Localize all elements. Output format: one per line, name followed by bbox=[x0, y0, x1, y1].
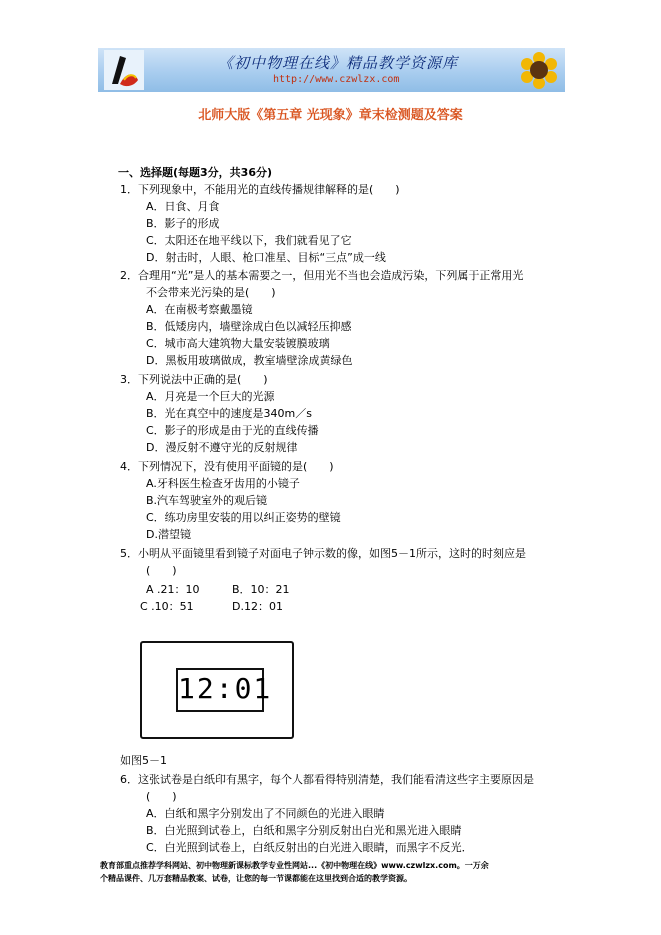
question-5-cont: ( ) bbox=[146, 564, 177, 577]
q6-option-c: C．白光照到试卷上，白纸反射出的白光进入眼睛，而黑字不反光． bbox=[146, 841, 473, 854]
question-5: 5．小明从平面镜里看到镜子对面电子钟示数的像，如图5－1所示，这时的时刻应是 bbox=[120, 547, 526, 560]
footer-line-1: 教育部重点推荐学科网站、初中物理新课标教学专业性网站...《初中物理在线》www.czwlzx.com。一万余 bbox=[100, 861, 489, 870]
q4-option-d: D.潜望镜 bbox=[146, 528, 191, 541]
document-title: 北师大版《第五章 光现象》章末检测题及答案 bbox=[198, 108, 463, 123]
q1-option-a: A．日食、月食 bbox=[146, 200, 220, 213]
question-6-cont: ( ) bbox=[146, 790, 177, 803]
figure-caption: 如图5－1 bbox=[120, 754, 167, 767]
q5-option-a: A .21：10 bbox=[146, 583, 200, 596]
q2-option-a: A．在南极考察戴墨镜 bbox=[146, 303, 253, 316]
site-banner bbox=[98, 48, 565, 92]
q6-option-b: B．白光照到试卷上，白纸和黑字分别反射出白光和黑光进入眼睛 bbox=[146, 824, 462, 837]
q1-option-c: C．太阳还在地平线以下，我们就看见了它 bbox=[146, 234, 352, 247]
question-2-cont: 不会带来光污染的是( ) bbox=[146, 286, 276, 299]
section-heading: 一、选择题(每题3分，共36分) bbox=[118, 166, 273, 179]
question-6: 6．这张试卷是白纸印有黑字，每个人都看得特别清楚，我们能看清这些字主要原因是 bbox=[120, 773, 534, 786]
banner-title: 《初中物理在线》精品教学资源库 bbox=[218, 54, 459, 72]
sunflower-icon bbox=[517, 50, 561, 90]
q3-option-a: A．月亮是一个巨大的光源 bbox=[146, 390, 275, 403]
q2-option-b: B．低矮房内，墙壁涂成白色以减轻压抑感 bbox=[146, 320, 352, 333]
q4-option-a: A.牙科医生检查牙齿用的小镜子 bbox=[146, 477, 300, 490]
page-footer bbox=[100, 859, 580, 885]
q4-option-b: B.汽车驾驶室外的观后镜 bbox=[146, 494, 268, 507]
q3-option-c: C．影子的形成是由于光的直线传播 bbox=[146, 424, 319, 437]
digital-clock-figure bbox=[140, 641, 294, 739]
banner-url[interactable]: http://www.czwlzx.com bbox=[273, 74, 400, 85]
clock-display bbox=[176, 668, 273, 712]
q4-option-c: C．练功房里安装的用以纠正姿势的壁镜 bbox=[146, 511, 341, 524]
q5-option-b: B．10：21 bbox=[232, 583, 290, 596]
q3-option-b: B．光在真空中的速度是340m／s bbox=[146, 407, 312, 420]
clock-digits: 12:01 bbox=[178, 672, 273, 705]
question-2: 2．合理用“光”是人的基本需要之一，但用光不当也会造成污染，下列属于正常用光 bbox=[120, 269, 524, 282]
question-1: 1．下列现象中，不能用光的直线传播规律解释的是( ) bbox=[120, 183, 400, 196]
q5-option-c: C .10：51 bbox=[140, 600, 194, 613]
question-3: 3．下列说法中正确的是( ) bbox=[120, 373, 268, 386]
footer-line-2: 个精品课件、几万套精品教案、试卷，让您的每一节课都能在这里找到合适的教学资源。 bbox=[100, 874, 412, 883]
q1-option-b: B．影子的形成 bbox=[146, 217, 220, 230]
q6-option-a: A．白纸和黑字分别发出了不同颜色的光进入眼睛 bbox=[146, 807, 385, 820]
site-logo-icon bbox=[104, 50, 144, 90]
q5-option-d: D.12：01 bbox=[232, 600, 283, 613]
q2-option-c: C．城市高大建筑物大量安装镀膜玻璃 bbox=[146, 337, 330, 350]
q3-option-d: D．漫反射不遵守光的反射规律 bbox=[146, 441, 298, 454]
question-4: 4．下列情况下，没有使用平面镜的是( ) bbox=[120, 460, 334, 473]
q2-option-d: D．黑板用玻璃做成，教室墙壁涂成黄绿色 bbox=[146, 354, 353, 367]
q1-option-d: D．射击时，人眼、枪口准星、目标“三点”成一线 bbox=[146, 251, 386, 264]
